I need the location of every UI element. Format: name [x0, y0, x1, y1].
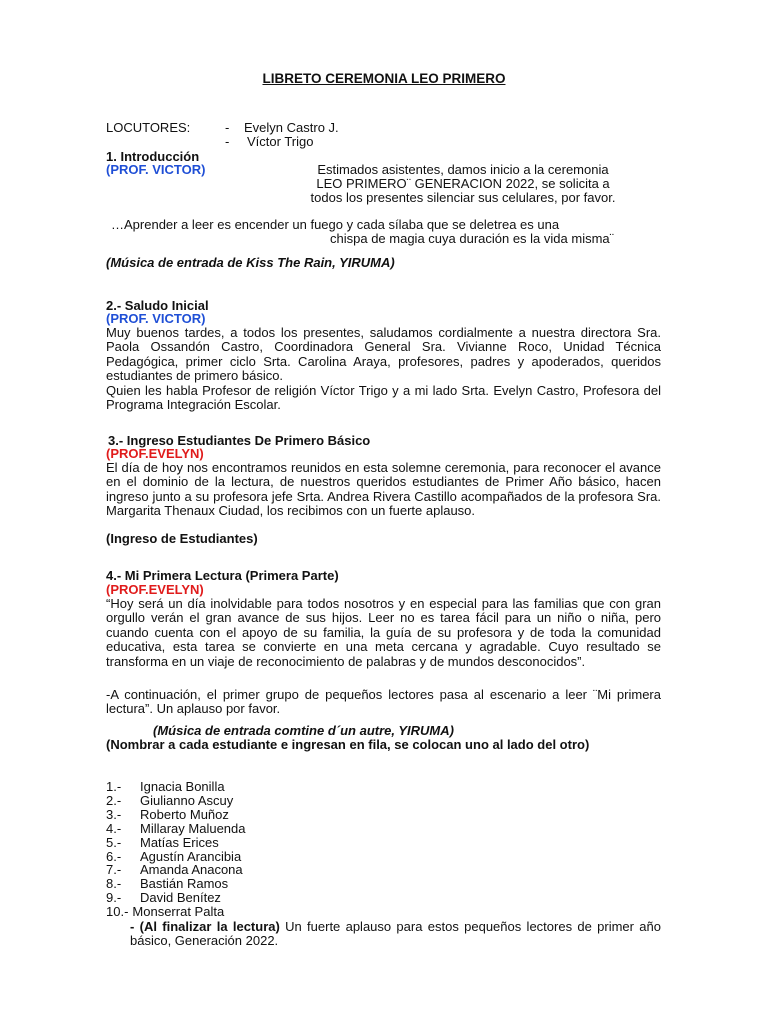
section-4-closing — [130, 920, 661, 949]
list-number: 7.- — [106, 862, 122, 878]
document-title: LIBRETO CEREMONIA LEO PRIMERO — [262, 71, 506, 86]
section-3-paragraph: El día de hoy nos encontramos reunidos en esta solemne ceremonia, para reconocer el avance en el dominio de la lectura, de nuestros queridos estudiantes de Primer Año básico, hacen ingreso junto a su profesora jefe Srta. Andrea Rivera Castillo acompañados de la profesora Sra. Margarita Thenaux Ciudad, los recibimos con un fuerte aplauso. — [106, 460, 661, 519]
list-item — [106, 891, 246, 905]
student-name: Matías Erices — [140, 834, 219, 850]
section-3-speaker: (PROF.EVELYN) — [106, 446, 204, 461]
locutor-dash-1: - — [225, 120, 230, 135]
section-3-heading: 3.- Ingreso Estudiantes De Primero Básico — [108, 433, 371, 448]
list-number: 8.- — [106, 876, 122, 892]
section-1-quote-line-2: chispa de magia cuya duración es la vida misma¨ — [330, 231, 614, 246]
section-1-quote-line-1: …Aprender a leer es encender un fuego y cada sílaba que se deletrea es una — [111, 217, 560, 232]
list-number: 5.- — [106, 834, 122, 850]
closing-cue: - (Al finalizar la lectura) — [130, 919, 280, 934]
section-4-paragraph-2: -A continuación, el primer grupo de pequeños lectores pasa al escenario a leer ¨Mi primera lectura”. Un aplauso por favor. — [106, 687, 661, 717]
student-name: Giulianno Ascuy — [140, 792, 234, 808]
student-name: Ignacia Bonilla — [140, 779, 225, 794]
locutor-dash-2: - — [225, 134, 230, 149]
student-list — [106, 780, 246, 919]
list-number: 4.- — [106, 820, 122, 836]
section-4-instruction: (Nombrar a cada estudiante e ingresan en fila, se colocan uno al lado del otro) — [106, 737, 590, 752]
list-item — [106, 794, 246, 808]
section-4-music: (Música de entrada comtine d´un autre, YIRUMA) — [153, 723, 454, 738]
list-item — [106, 822, 246, 836]
section-2-heading: 2.- Saludo Inicial — [106, 298, 209, 313]
section-4-body — [106, 597, 661, 669]
list-item — [106, 905, 246, 919]
student-name: Amanda Anacona — [140, 862, 243, 878]
student-name: Agustín Arancibia — [140, 848, 242, 864]
section-4-heading: 4.- Mi Primera Lectura (Primera Parte) — [106, 568, 339, 583]
student-name: Millaray Maluenda — [140, 820, 246, 836]
list-item — [106, 850, 246, 864]
list-number: 9.- — [106, 890, 122, 906]
list-number: 2.- — [106, 792, 122, 808]
list-item — [106, 808, 246, 822]
section-2-paragraph-2: Quien les habla Profesor de religión Víctor Trigo y a mi lado Srta. Evelyn Castro, Profesora del Programa Integración Escolar. — [106, 382, 661, 413]
section-1-speaker: (PROF. VICTOR) — [106, 162, 206, 177]
closing-text: Un fuerte aplauso para estos pequeños lectores de primer año básico, Generación 2022. — [130, 919, 661, 949]
section-1-heading: 1. Introducción — [106, 149, 200, 164]
section-1-line-2: LEO PRIMERO¨ GENERACION 2022, se solicita a — [316, 176, 610, 191]
list-item — [106, 780, 246, 794]
student-name: Monserrat Palta — [132, 904, 225, 920]
section-4-continuation — [106, 688, 661, 717]
list-number: 10.- — [106, 904, 129, 920]
list-item — [106, 836, 246, 850]
section-4-paragraph-1: “Hoy será un día inolvidable para todos nosotros y en especial para las familias que con gran orgullo verán el gran avance de sus hijos. Leer no es tarea fácil para un niño o niña, pero cuando cuenta con el apoyo de su familia, la guía de su profesora y de toda la comunidad educativa, esta tarea se convierte en una meta cercana y agradable. Cuyo resultado se transforma en un viaje de reconocimiento de palabras y de mundos desconocidos”. — [106, 596, 661, 669]
section-4-speaker: (PROF.EVELYN) — [106, 582, 204, 597]
student-name: David Benítez — [140, 890, 221, 906]
list-number: 3.- — [106, 806, 122, 822]
section-1-line-1: Estimados asistentes, damos inicio a la ceremonia — [317, 162, 609, 177]
list-item — [106, 863, 246, 877]
list-number: 1.- — [106, 779, 122, 794]
locutor-name-2: Víctor Trigo — [247, 134, 314, 149]
section-3-note: (Ingreso de Estudiantes) — [106, 531, 258, 546]
section-3-body — [106, 461, 661, 519]
list-item — [106, 877, 246, 891]
list-number: 6.- — [106, 848, 122, 864]
section-2-speaker: (PROF. VICTOR) — [106, 311, 206, 326]
student-name: Roberto Muñoz — [140, 806, 229, 822]
section-1-music: (Música de entrada de Kiss The Rain, YIRUMA) — [106, 255, 395, 270]
section-4-instruction-block — [106, 738, 661, 752]
section-2-body — [106, 326, 661, 412]
locutor-name-1: Evelyn Castro J. — [244, 120, 339, 135]
section-1-line-3: todos los presentes silenciar sus celulares, por favor. — [310, 190, 616, 205]
locutores-label: LOCUTORES: — [106, 120, 191, 135]
student-name: Bastián Ramos — [140, 876, 229, 892]
section-2-paragraph-1: Muy buenos tardes, a todos los presentes, saludamos cordialmente a nuestra directora Sra. Paola Ossandón Castro, Coordinadora General Sra. Vivianne Roco, Unidad Técnica Pedagógica, primer ciclo Srta. Carolina Araya, profesores, padres y apoderados, queridos estudiantes de primero básico. — [106, 325, 661, 384]
